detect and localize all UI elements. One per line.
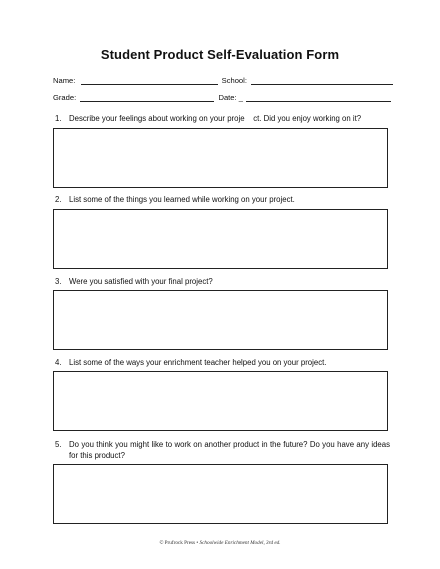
grade-label: Grade: [53,93,77,102]
question-number: 5. [55,440,62,449]
question-2 [55,194,390,206]
school-line[interactable] [251,76,393,85]
school-label: School: [221,76,247,85]
grade-line[interactable] [80,93,214,102]
grade-date-row [53,93,391,102]
question-number: 4. [55,358,62,367]
question-text: List some of the things you learned while working on your project. [69,195,295,204]
footer-book-title: Schoolwide Enrichment Model, 3rd ed. [199,540,281,546]
question-number: 1. [55,114,62,123]
date-line[interactable] [246,93,391,102]
footer-publisher: © Prufrock Press • [159,540,199,546]
answer-box-1[interactable] [53,128,388,188]
question-4 [55,357,390,369]
name-line[interactable] [81,76,218,85]
question-text: Were you satisfied with your final project? [69,277,213,286]
question-1 [55,113,390,125]
form-title: Student Product Self-Evaluation Form [100,47,340,62]
question-text: Describe your feelings about working on your proje ct. Did you enjoy working on it? [69,114,362,123]
name-label: Name: [53,76,76,85]
question-number: 3. [55,277,62,286]
date-label: Date: _ [218,93,243,102]
question-5 [55,439,390,463]
footer [0,540,440,546]
question-number: 2. [55,195,62,204]
answer-box-4[interactable] [53,371,388,431]
question-text: List some of the ways your enrichment teacher helped you on your project. [69,358,327,367]
question-3 [55,276,390,288]
answer-box-5[interactable] [53,464,388,524]
answer-box-2[interactable] [53,209,388,269]
answer-box-3[interactable] [53,290,388,350]
name-school-row [53,76,393,85]
question-text: Do you think you might like to work on another product in the future? Do you have any ideas for this product? [69,440,390,460]
